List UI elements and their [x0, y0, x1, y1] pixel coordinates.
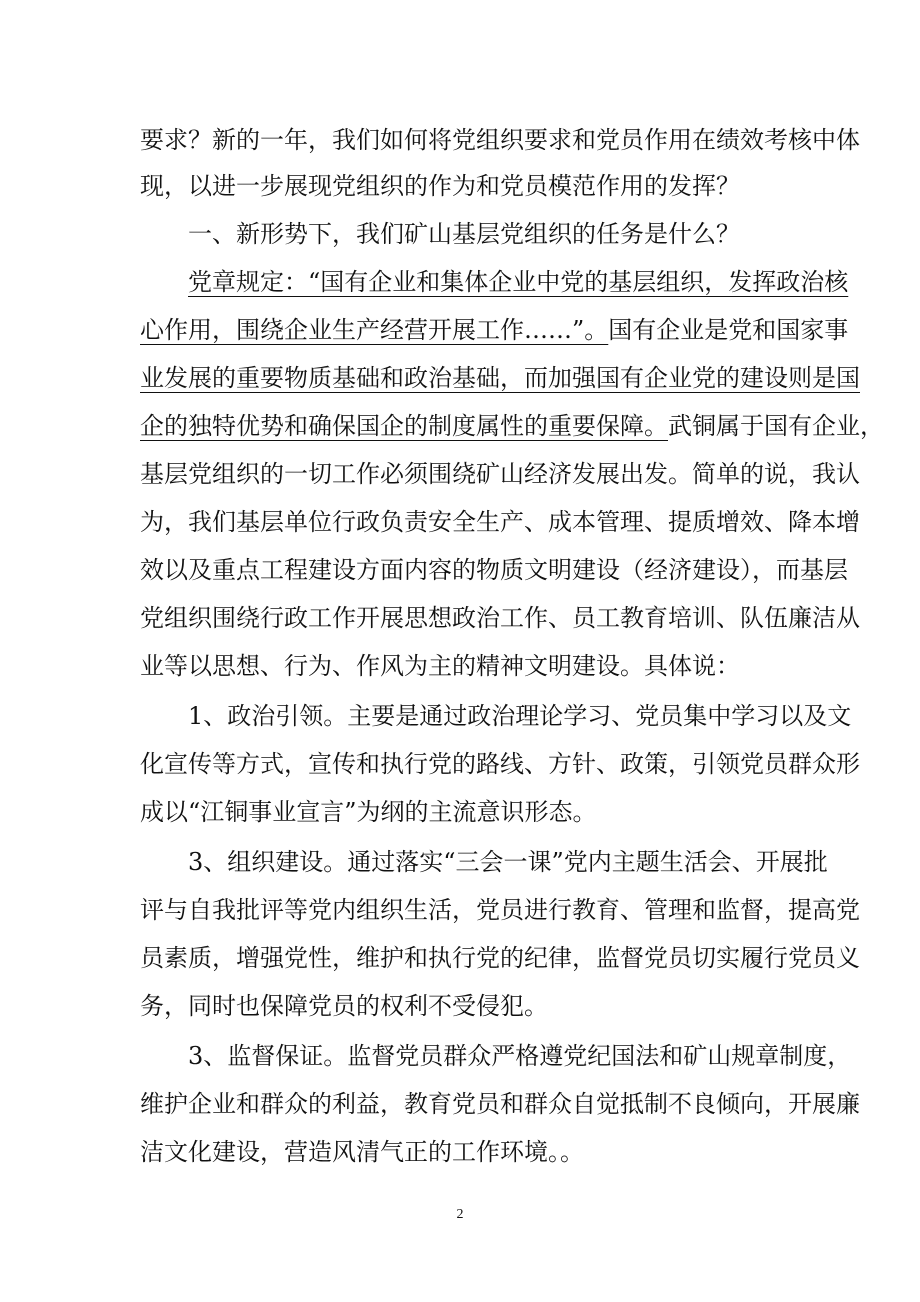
paragraph-line-mixed — [140, 406, 884, 446]
paragraph-line: 1、政治引领。主要是通过政治理论学习、党员集中学习以及文 — [188, 702, 852, 730]
paragraph-line: 要求？新的一年，我们如何将党组织要求和党员作用在绩效考核中体 — [140, 126, 860, 154]
paragraph-line: 评与自我批评等党内组织生活，党员进行教育、管理和监督，提高党 — [140, 896, 860, 924]
underlined-quote-line: 党章规定：“国有企业和集体企业中党的基层组织，发挥政治核 — [188, 268, 849, 296]
paragraph-line: 务，同时也保障党员的权利不受侵犯。 — [140, 992, 548, 1020]
paragraph-line: 3、组织建设。通过落实“三会一课”党内主题生活会、开展批 — [188, 848, 828, 876]
plain-fragment: 国有企业是党和国家事 — [608, 316, 849, 344]
paragraph-line-mixed — [140, 310, 849, 350]
underlined-quote-fragment: 心作用，围绕企业生产经营开展工作……”。 — [140, 316, 609, 344]
paragraph-line: 现，以进一步展现党组织的作为和党员模范作用的发挥？ — [140, 172, 740, 200]
paragraph-line: 维护企业和群众的利益，教育党员和群众自觉抵制不良倾向，开展廉 — [140, 1090, 860, 1118]
paragraph-line: 基层党组织的一切工作必须围绕矿山经济发展出发。简单的说，我认 — [140, 460, 860, 488]
page-number: 2 — [456, 1207, 464, 1222]
paragraph-line: 员素质，增强党性，维护和执行党的纪律，监督党员切实履行党员义 — [140, 944, 860, 972]
paragraph-line: 效以及重点工程建设方面内容的物质文明建设（经济建设），而基层 — [140, 556, 848, 584]
underlined-line: 业发展的重要物质基础和政治基础，而加强国有企业党的建设则是国 — [140, 364, 860, 392]
paragraph-line: 为，我们基层单位行政负责安全生产、成本管理、提质增效、降本增 — [140, 508, 860, 536]
paragraph-line: 成以“江铜事业宣言”为纲的主流意识形态。 — [140, 798, 597, 826]
paragraph-line: 洁文化建设，营造风清气正的工作环境。。 — [140, 1138, 584, 1166]
section-heading: 一、新形势下，我们矿山基层党组织的任务是什么？ — [188, 220, 740, 248]
paragraph-line: 3、监督保证。监督党员群众严格遵党纪国法和矿山规章制度， — [188, 1042, 852, 1070]
paragraph-line: 化宣传等方式，宣传和执行党的路线、方针、政策，引领党员群众形 — [140, 750, 860, 778]
paragraph-line: 业等以思想、行为、作风为主的精神文明建设。具体说： — [140, 652, 740, 680]
paragraph-line: 党组织围绕行政工作开展思想政治工作、员工教育培训、队伍廉洁从 — [140, 604, 860, 632]
plain-fragment: 武铜属于国有企业， — [668, 412, 884, 440]
underlined-fragment: 企的独特优势和确保国企的制度属性的重要保障。 — [140, 412, 668, 440]
